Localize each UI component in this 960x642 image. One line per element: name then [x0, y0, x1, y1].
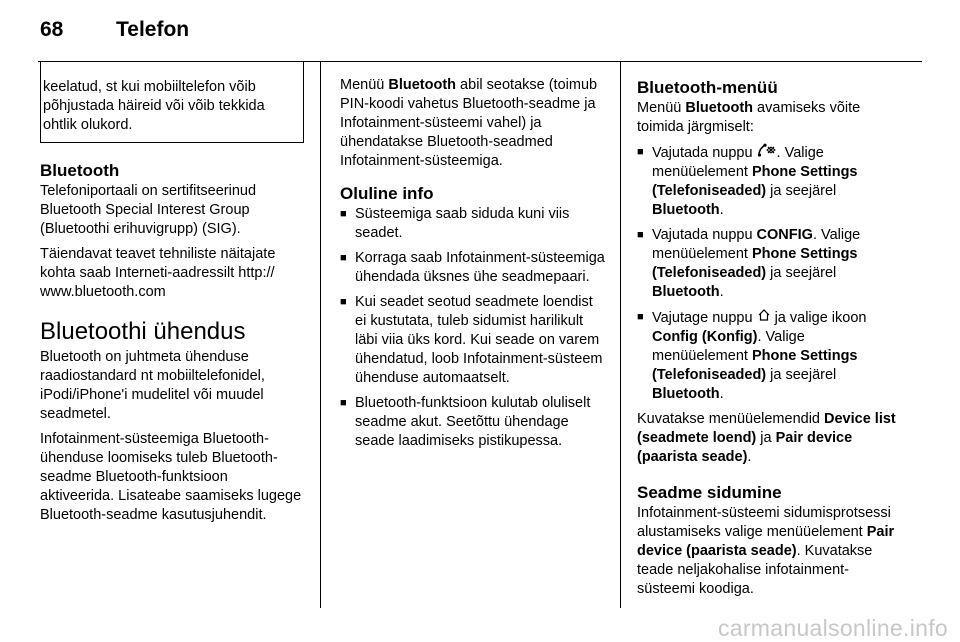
- step-bold: Bluetooth: [652, 202, 720, 218]
- step-text: ja seejärel: [766, 367, 837, 383]
- menu-text-rest: avamiseks võite toimida järgmiselt:: [637, 100, 861, 135]
- watermark: carmanualsonline.info: [717, 615, 948, 641]
- step-text: . Valige menüüelement: [652, 145, 824, 180]
- step-text: .: [719, 386, 724, 402]
- phone-mute-icon: [757, 143, 777, 162]
- home-icon: [757, 308, 771, 327]
- list-item: ■ Korraga saab Infotainment-süsteemiga ühendada üksnes ühe seadmepaari.: [340, 249, 606, 287]
- pairing-text: Infotainment-süsteemi sidumisprotsessi alustamiseks valige menüüelement: [637, 505, 891, 540]
- list-bold: Pair device (paarista seade): [637, 430, 853, 465]
- step-bold: CONFIG: [756, 227, 813, 243]
- note-text: keelatud, st kui mobiiltelefon võib põhjustada häireid või võib tekkida ohtlik olukord.: [43, 79, 265, 133]
- list-text: Kuvatakse menüüelemendid: [637, 411, 825, 427]
- pairing-bold: Pair device (paarista seade): [637, 524, 895, 559]
- intro-paragraph: [340, 76, 606, 171]
- menu-bold: Bluetooth: [685, 100, 754, 116]
- menu-paragraph: [637, 99, 904, 137]
- column-divider-2: [620, 62, 621, 608]
- step-text: Vajutage nuppu: [652, 310, 757, 326]
- list-item: [637, 308, 904, 404]
- intro-text: Menüü: [340, 77, 389, 93]
- intro-text-rest: abil seotakse (toimub PIN-koodi vahetus Bluetooth-seadme ja Infotainment-süsteemi vahel) ja ühendatakse Bluetooth-seadmed Infotainment-süsteemiga.: [340, 77, 598, 169]
- menu-heading: Bluetooth-menüü: [637, 78, 778, 97]
- list-bold: Device list (seadmete loend): [637, 411, 896, 446]
- pairing-heading: Seadme sidumine: [637, 483, 782, 502]
- connection-paragraph-2: Infotainment-süsteemiga Bluetooth-ühenduse loomiseks tuleb Bluetooth-seadme Bluetooth-funktsioon aktiveerida. Lisateabe saamiseks lugege Bluetooth-seadme kasutusjuhendit.: [40, 431, 302, 523]
- step-text: .: [719, 284, 724, 300]
- pairing-text-rest: . Kuvatakse teade neljakohalise infotainment-süsteemi koodiga.: [637, 543, 873, 597]
- step-bold: Bluetooth: [652, 386, 720, 402]
- column-divider-1: [320, 62, 321, 608]
- step-text: Vajutada nuppu: [652, 145, 757, 161]
- info-heading: Oluline info: [340, 184, 434, 203]
- step-text: ja valige ikoon: [770, 310, 867, 326]
- menu-steps: [637, 143, 904, 404]
- step-bold: Phone Settings (Telefoniseaded): [652, 246, 858, 281]
- list-text: .: [747, 449, 752, 465]
- pairing-paragraph: [637, 504, 904, 599]
- list-item: [637, 226, 904, 302]
- column-3: [637, 62, 904, 605]
- step-text: ja seejärel: [766, 265, 837, 281]
- page-number: 68: [40, 18, 64, 41]
- connection-paragraph-1: Bluetooth on juhtmeta ühenduse raadiostandard nt mobiiltelefonidel, iPodi/iPhone'i mudelitel või muudel seadmetel.: [40, 349, 265, 422]
- list-text: ja: [756, 430, 776, 446]
- step-bold: Phone Settings (Telefoniseaded): [652, 164, 858, 199]
- step-text: Vajutada nuppu: [652, 227, 757, 243]
- note-box: [40, 62, 304, 143]
- column-1: [40, 62, 304, 531]
- list-item: ■ Süsteemiga saab siduda kuni viis seadet.: [340, 205, 606, 243]
- step-text: . Valige menüüelement: [652, 329, 805, 364]
- info-list: [340, 205, 606, 451]
- list-paragraph: [637, 410, 904, 467]
- connection-heading: Bluetoothi ühendus: [40, 318, 246, 345]
- step-text: . Valige menüüelement: [652, 227, 861, 262]
- step-text: ja seejärel: [766, 183, 837, 199]
- bluetooth-paragraph-2: Täiendavat teavet tehniliste näitajate kohta saab Interneti-aadressilt http:// www.bluetooth.com: [40, 246, 276, 300]
- step-bold: Config (Konfig): [652, 329, 758, 345]
- list-item: ■ Bluetooth-funktsioon kulutab oluliselt seadme akut. Seetõttu ühendage seade laadimiseks pistikupessa.: [340, 394, 606, 451]
- menu-text: Menüü: [637, 100, 686, 116]
- step-text: .: [719, 202, 724, 218]
- chapter-title: Telefon: [116, 18, 190, 41]
- list-item: ■ Kui seadet seotud seadmete loendist ei kustutata, tuleb sidumist harilikult läbi viia üks kord. Kui seade on varem ühendatud, loob Infotainment-süsteem ühenduse automaatselt.: [340, 293, 606, 388]
- step-bold: Phone Settings (Telefoniseaded): [652, 348, 858, 383]
- step-bold: Bluetooth: [652, 284, 720, 300]
- list-item: [637, 143, 904, 220]
- bluetooth-paragraph-1: Telefoniportaali on sertifitseerinud Bluetooth Special Interest Group (Bluetoothi erihuvigrupp) (SIG).: [40, 183, 257, 237]
- bluetooth-heading: Bluetooth: [40, 161, 120, 180]
- intro-bold: Bluetooth: [388, 77, 457, 93]
- column-2: [340, 62, 606, 457]
